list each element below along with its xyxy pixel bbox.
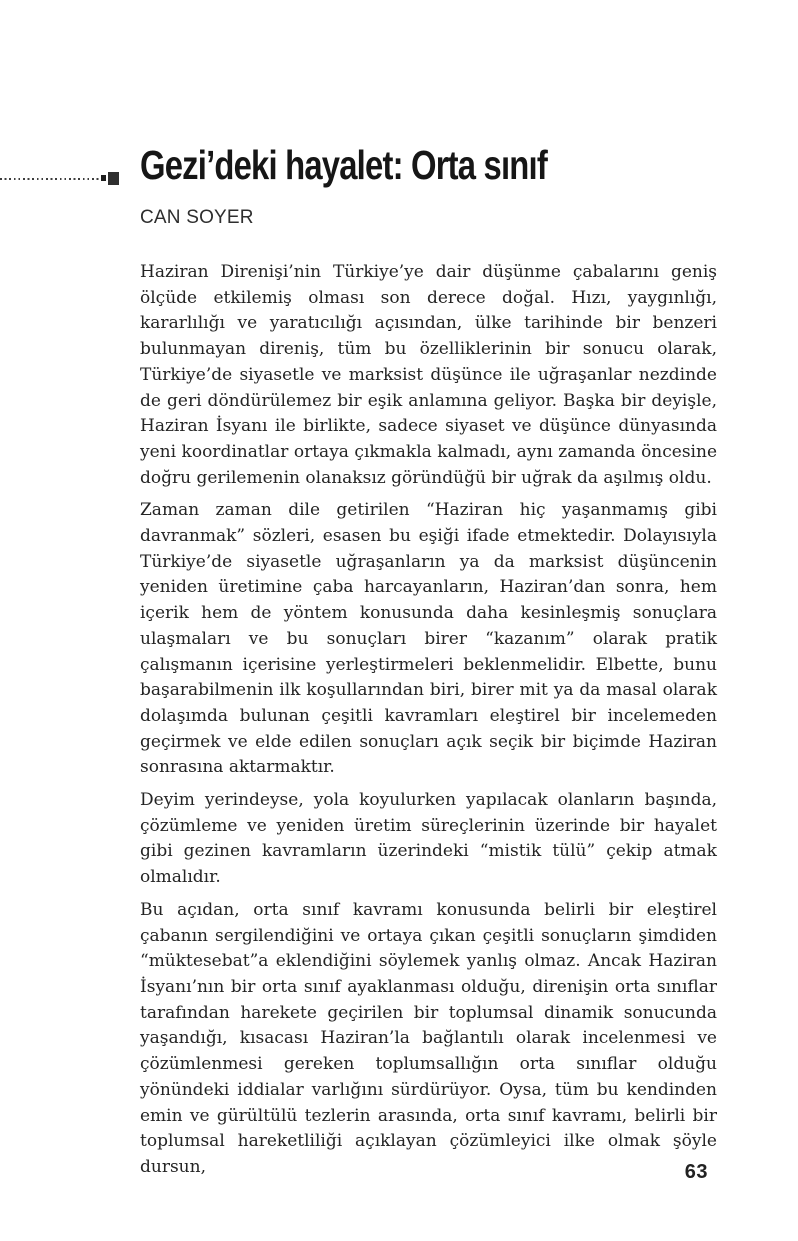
text-column — [140, 0, 717, 1188]
chapter-title: Gezi’deki hayalet: Orta sınıf — [140, 142, 547, 188]
paragraph: Haziran Direnişi’nin Türkiye’ye dair düşünme çabalarını geniş ölçüde etkilemiş olması son derece doğal. Hızı, yaygınlığı, kararlılığı ve yaratıcılığı açısından, ülke tarihinde bir benzeri bulunmayan direniş, tüm bu özelliklerinin bir sonucu olarak, Türkiye’de siyasetle ve marksist düşünce ile uğraşanlar nezdinde de geri döndürülemez bir eşik anlamına geliyor. Başka bir deyişle, Haziran İsyanı ile birlikte, sadece siyaset ve düşünce dünyasında yeni koordinatlar ortaya çıkmakla kalmadı, aynı zamanda öncesine doğru gerilemenin olanaksız göründüğü bir uğrak da aşılmış oldu. — [140, 262, 717, 488]
page-number: 63 — [684, 1161, 708, 1183]
paragraph: Bu açıdan, orta sınıf kavramı konusunda belirli bir eleştirel çabanın sergilendiğini ve ortaya çıkan çeşitli sonuçların şimdiden “müktesebat”a eklendiğini söylemek yanlış olmaz. Ancak Haziran İsyanı’nın bir orta sınıf ayaklanması olduğu, direnişin orta sınıflar tarafından harekete geçirilen bir toplumsal dinamik sonucunda yaşandığı, kısacası Haziran’la bağlantılı olarak incelenmesi ve çözümlenmesi gereken toplumsallığın orta sınıflar olduğu yönündeki iddialar varlığını sürdürüyor. Oysa, tüm bu kendinden emin ve gürültülü tezlerin arasında, orta sınıf kavramı, belirli bir toplumsal hareketliliği açıklayan çözümleyici ilke olmak şöyle dursun, — [140, 899, 717, 1177]
section-marker-small-square-icon — [101, 175, 106, 181]
paragraph: Zaman zaman dile getirilen “Haziran hiç yaşanmamış gibi davranmak” sözleri, esasen bu eşiği ifade etmektedir. Dolayısıyla Türkiye’de siyasetle uğraşanların ya da marksist düşüncenin yeniden üretimine çaba harcayanların, Haziran’dan sonra, hem içerik hem de yöntem konusunda daha kesinleşmiş sonuçlara ulaşmaları ve bu sonuçları birer “kazanım” olarak pratik çalışmanın içerisine yerleştirmeleri beklenmelidir. Elbette, bunu başarabilmenin ilk koşullarından biri, birer mit ya da masal olarak dolaşımda bulunan çeşitli kavramları eleştirel bir incelemeden geçirmek ve elde edilen sonuçları açık seçik bir biçimde Haziran sonrasına aktarmaktır. — [140, 500, 717, 778]
paragraph: Deyim yerindeyse, yola koyulurken yapılacak olanların başında, çözümleme ve yeniden üretim süreçlerinin üzerinde bir hayalet gibi gezinen kavramların üzerindeki “mistik tülü” çekip atmak olmalıdır. — [140, 790, 717, 888]
dotted-leader-line — [0, 178, 99, 180]
author-name: CAN SOYER — [140, 207, 254, 228]
article-body — [140, 260, 717, 1181]
section-marker-large-square-icon — [108, 172, 119, 185]
